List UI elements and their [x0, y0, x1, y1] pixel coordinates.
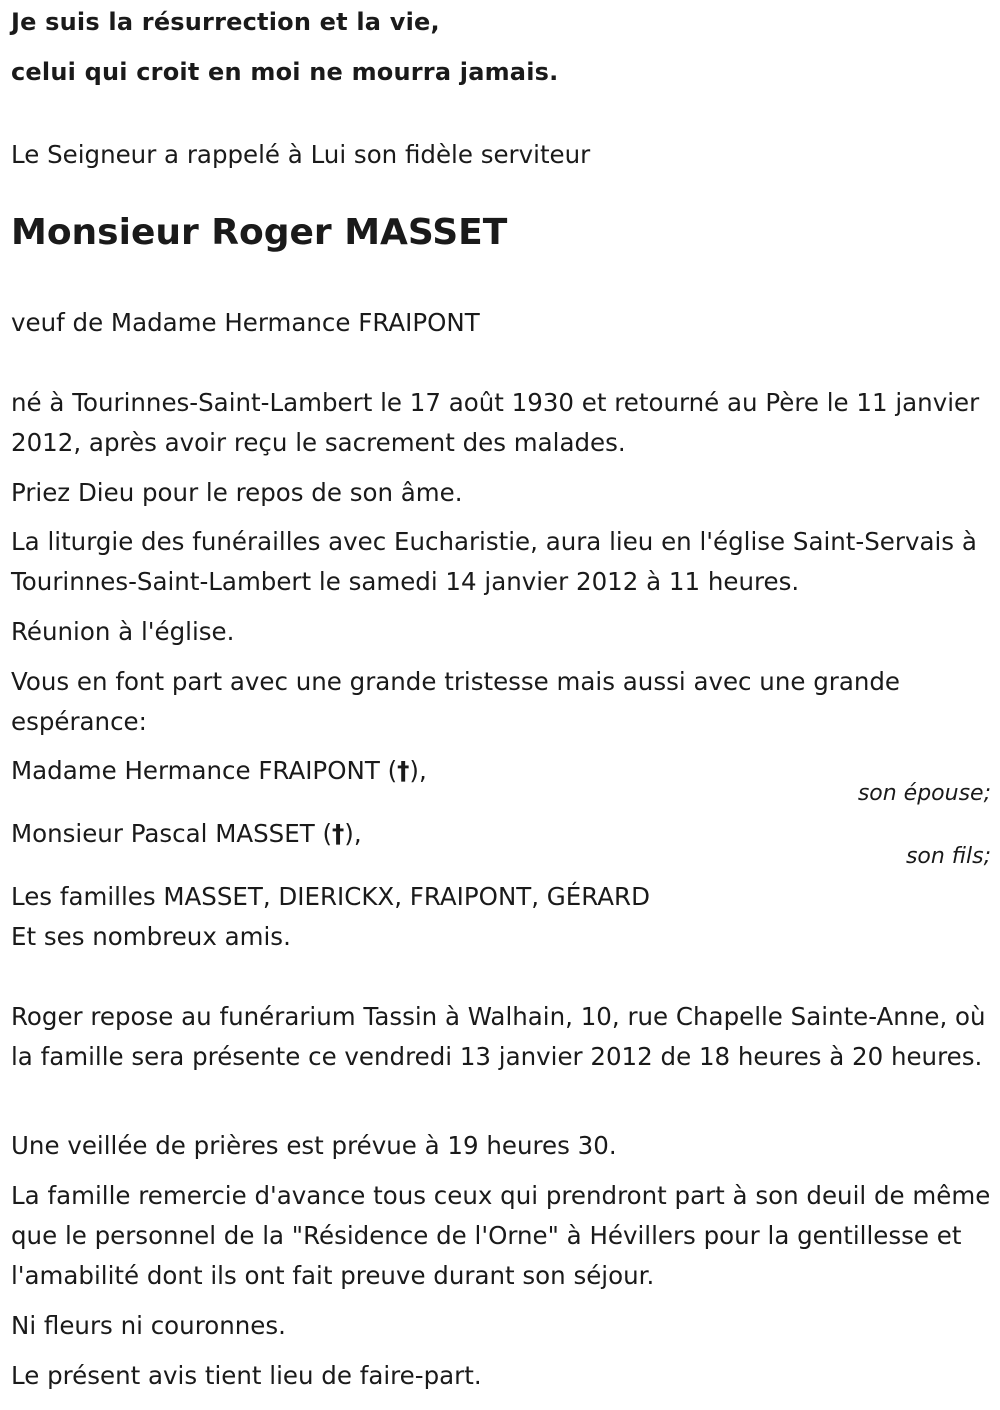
prayer-text: Priez Dieu pour le repos de son âme. — [11, 478, 463, 507]
family-member-son — [11, 814, 991, 854]
meeting-text: Réunion à l'église. — [11, 617, 235, 646]
thanks-text: La famille remercie d'avance tous ceux qui prendront part à son deuil de même que le personnel de la "Résidence de l'Orne" à Hévillers pour la gentillesse et l'amabilité dont ils ont fait preuve durant son séjour. — [11, 1181, 991, 1290]
widower-of-text: veuf de Madame Hermance FRAIPONT — [11, 308, 480, 337]
family-member-suffix: ), — [344, 819, 362, 848]
family-member-suffix: ), — [409, 756, 427, 785]
deceased-name: Monsieur Roger MASSET — [11, 212, 508, 253]
birth-death-text: né à Tourinnes-Saint-Lambert le 17 août 1930 et retourné au Père le 11 janvier 2012, après avoir reçu le sacrement des malades. — [11, 388, 980, 457]
family-member-spouse — [11, 751, 991, 791]
family-member-name: Madame Hermance FRAIPONT ( — [11, 756, 398, 785]
cross-icon: † — [397, 756, 410, 785]
relation-son: son fils; — [905, 844, 991, 869]
verse-line-2: celui qui croit en moi ne mourra jamais. — [11, 58, 559, 86]
cross-icon: † — [332, 819, 345, 848]
vigil-text: Une veillée de prières est prévue à 19 heures 30. — [11, 1131, 617, 1160]
liturgy-text: La liturgie des funérailles avec Eucharistie, aura lieu en l'église Saint-Servais à Tourinnes-Saint-Lambert le samedi 14 janvier 2012 à 11 heures. — [11, 527, 977, 596]
no-flowers-text: Ni fleurs ni couronnes. — [11, 1311, 286, 1340]
families-text: Les familles MASSET, DIERICKX, FRAIPONT, GÉRARD — [11, 882, 650, 911]
intro-text: Le Seigneur a rappelé à Lui son fidèle serviteur — [11, 140, 591, 169]
announcement-text: Vous en font part avec une grande tristesse mais aussi avec une grande espérance: — [11, 667, 900, 736]
verse-line-1: Je suis la résurrection et la vie, — [11, 8, 440, 36]
family-member-name: Monsieur Pascal MASSET ( — [11, 819, 333, 848]
relation-spouse: son épouse; — [857, 781, 991, 806]
notice-text: Le présent avis tient lieu de faire-part. — [11, 1361, 482, 1390]
funerarium-text: Roger repose au funérarium Tassin à Walhain, 10, rue Chapelle Sainte-Anne, où la famille sera présente ce vendredi 13 janvier 2012 de 18 heures à 20 heures. — [11, 1002, 986, 1071]
friends-text: Et ses nombreux amis. — [11, 922, 291, 951]
